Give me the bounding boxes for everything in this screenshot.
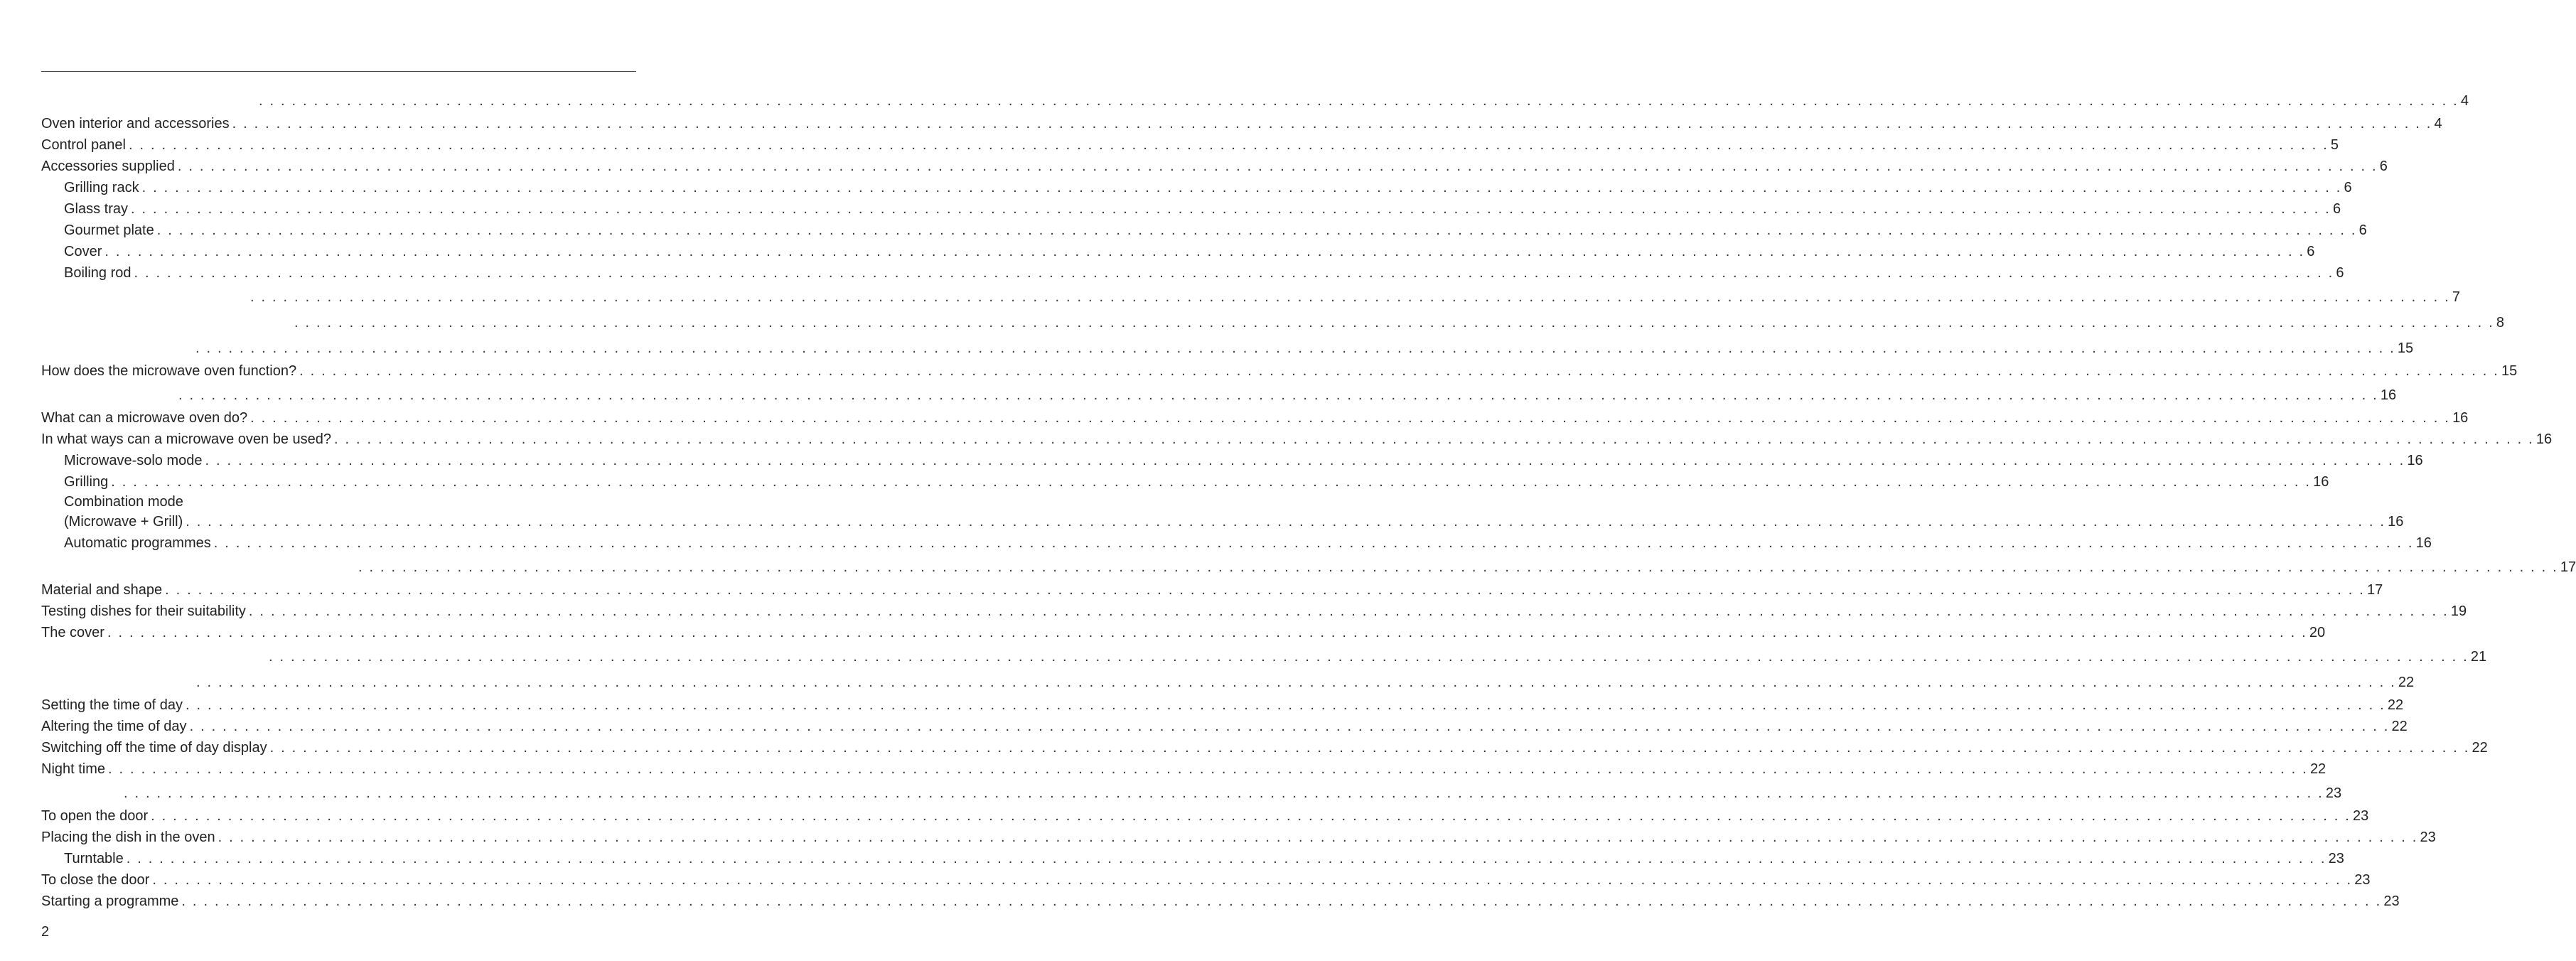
toc-entry-label: Altering the time of day [41,719,187,734]
toc-dot-leader: . . . . . . . . . . . . . . . . . . . . . . . . . . . . . . . . . . . . . . . . . . . . . . . . . . . . . . . . . . . . . . . . . . . . . . . . . . . . . . . . . . . . . . . . . . . . . . . . . . . . . . . . . . . . . . . . . . . . . . . . . . . . . . . . . . . . . . . . . . . . . . . . . . . . . . . . . . . . . . . . . . . . . . . . . . . . . . . . . . . . . . . . . . . . . . . . . . . . . . . . [213,535,2414,551]
toc-entry-label: Setting the time of day [41,697,183,713]
toc-page-number: 23 [2420,830,2436,845]
toc-dot-leader: . . . . . . . . . . . . . . . . . . . . . . . . . . . . . . . . . . . . . . . . . . . . . . . . . . . . . . . . . . . . . . . . . . . . . . . . . . . . . . . . . . . . . . . . . . . . . . . . . . . . . . . . . . . . . . . . . . . . . . . . . . . . . . . . . . . . . . . . . . . . . . . . . . . . . . . . . . . . . . . . . . . . . . . . . . . . . . . . . . . . . . . . . . . . . . . . . . . . . . . . [111,474,2312,490]
toc-page-number: 22 [2398,675,2415,690]
toc-entry[interactable] [41,360,2518,382]
toc-page-number: 6 [2332,201,2341,217]
toc-entry[interactable] [41,450,2423,471]
toc-page-number: 22 [2391,719,2408,734]
toc-entry[interactable] [41,622,2326,643]
table-of-contents [41,90,2576,912]
toc-page-number: 16 [2415,535,2432,551]
toc-entry-label: Boiling rod [64,265,132,281]
toc-page-number: 16 [2388,514,2404,530]
toc-entry-label: (Microwave + Grill) [64,514,183,530]
toc-entry[interactable] [41,716,2408,737]
toc-dot-leader: . . . . . . . . . . . . . . . . . . . . . . . . . . . . . . . . . . . . . . . . . . . . . . . . . . . . . . . . . . . . . . . . . . . . . . . . . . . . . . . . . . . . . . . . . . . . . . . . . . . . . . . . . . . . . . . . . . . . . . . . . . . . . . . . . . . . . . . . . . . . . . . . . . . . . . . . . . . . . . . . . . . . . . . . . . . . . . . . . . . . . . . . . . . . . . . . . . . . . . . . [126,851,2327,866]
toc-entry-label: Testing dishes for their suitability [41,603,246,619]
toc-entry-label: To open the door [41,808,149,824]
toc-entry[interactable] [41,891,2400,912]
toc-entry[interactable] [41,198,2341,220]
toc-entry[interactable] [41,177,2352,198]
toc-entry[interactable] [41,694,2404,716]
toc-entry-label: The cover [41,625,104,640]
toc-dot-leader: . . . . . . . . . . . . . . . . . . . . . . . . . . . . . . . . . . . . . . . . . . . . . . . . . . . . . . . . . . . . . . . . . . . . . . . . . . . . . . . . . . . . . . . . . . . . . . . . . . . . . . . . . . . . . . . . . . . . . . . . . . . . . . . . . . . . . . . . . . . . . . . . . . . . . . . . . . . . . . . . . . . . . . . . . . . . . . . . . . . . . . . . . . . . . . . . . . . . . . . . [104,244,2305,259]
toc-dot-leader: . . . . . . . . . . . . . . . . . . . . . . . . . . . . . . . . . . . . . . . . . . . . . . . . . . . . . . . . . . . . . . . . . . . . . . . . . . . . . . . . . . . . . . . . . . . . . . . . . . . . . . . . . . . . . . . . . . . . . . . . . . . . . . . . . . . . . . . . . . . . . . . . . . . . . . . . . . . . . . . . . . . . . . . . . . . . . . . . . . . . . . . . . . . . . . . . . . . . . . . . [195,340,2395,356]
toc-page-number: 6 [2344,180,2352,195]
toc-page-number: 20 [2309,625,2326,640]
toc-entry[interactable] [41,532,2432,554]
toc-page-number: 5 [2330,137,2339,153]
toc-dot-leader: . . . . . . . . . . . . . . . . . . . . . . . . . . . . . . . . . . . . . . . . . . . . . . . . . . . . . . . . . . . . . . . . . . . . . . . . . . . . . . . . . . . . . . . . . . . . . . . . . . . . . . . . . . . . . . . . . . . . . . . . . . . . . . . . . . . . . . . . . . . . . . . . . . . . . . . . . . . . . . . . . . . . . . . . . . . . . . . . . . . . . . . . . . . . . . . . . . . . . . . . [186,514,2386,530]
toc-entry[interactable] [41,758,2327,780]
toc-entry[interactable] [41,471,2329,493]
toc-entry[interactable] [41,113,2442,134]
toc-entry[interactable] [41,156,2388,177]
header-rule [41,71,636,72]
toc-dot-leader: . . . . . . . . . . . . . . . . . . . . . . . . . . . . . . . . . . . . . . . . . . . . . . . . . . . . . . . . . . . . . . . . . . . . . . . . . . . . . . . . . . . . . . . . . . . . . . . . . . . . . . . . . . . . . . . . . . . . . . . . . . . . . . . . . . . . . . . . . . . . . . . . . . . . . . . . . . . . . . . . . . . . . . . . . . . . . . . . . . . . . . . . . . . . . . . . . . . . . . . . [250,289,2450,305]
toc-page-number: 23 [2354,872,2371,888]
toc-entry[interactable] [41,579,2383,601]
toc-entry-label: Gourmet plate [64,222,154,238]
toc-entry[interactable] [41,601,2467,622]
toc-entry-label: Grilling rack [64,180,139,195]
toc-entry[interactable] [41,737,2488,758]
toc-entry[interactable] [41,805,2369,827]
toc-section-heading[interactable] [41,337,2414,360]
toc-section-heading[interactable] [41,645,2487,669]
toc-section-heading[interactable] [41,286,2461,309]
toc-dot-leader: . . . . . . . . . . . . . . . . . . . . . . . . . . . . . . . . . . . . . . . . . . . . . . . . . . . . . . . . . . . . . . . . . . . . . . . . . . . . . . . . . . . . . . . . . . . . . . . . . . . . . . . . . . . . . . . . . . . . . . . . . . . . . . . . . . . . . . . . . . . . . . . . . . . . . . . . . . . . . . . . . . . . . . . . . . . . . . . . . . . . . . . . . . . . . . . . . . . . . . . . [294,315,2494,331]
toc-entry-label: Control panel [41,137,126,153]
toc-dot-leader: . . . . . . . . . . . . . . . . . . . . . . . . . . . . . . . . . . . . . . . . . . . . . . . . . . . . . . . . . . . . . . . . . . . . . . . . . . . . . . . . . . . . . . . . . . . . . . . . . . . . . . . . . . . . . . . . . . . . . . . . . . . . . . . . . . . . . . . . . . . . . . . . . . . . . . . . . . . . . . . . . . . . . . . . . . . . . . . . . . . . . . . . . . . . . . . . . . . . . . . . [189,719,2390,734]
toc-dot-leader: . . . . . . . . . . . . . . . . . . . . . . . . . . . . . . . . . . . . . . . . . . . . . . . . . . . . . . . . . . . . . . . . . . . . . . . . . . . . . . . . . . . . . . . . . . . . . . . . . . . . . . . . . . . . . . . . . . . . . . . . . . . . . . . . . . . . . . . . . . . . . . . . . . . . . . . . . . . . . . . . . . . . . . . . . . . . . . . . . . . . . . . . . . . . . . . . . . . . . . . . [178,387,2378,403]
toc-entry[interactable] [41,220,2367,241]
toc-page-number: 23 [2325,785,2342,801]
toc-dot-leader: . . . . . . . . . . . . . . . . . . . . . . . . . . . . . . . . . . . . . . . . . . . . . . . . . . . . . . . . . . . . . . . . . . . . . . . . . . . . . . . . . . . . . . . . . . . . . . . . . . . . . . . . . . . . . . . . . . . . . . . . . . . . . . . . . . . . . . . . . . . . . . . . . . . . . . . . . . . . . . . . . . . . . . . . . . . . . . . . . . . . . . . . . . . . . . . . . . . . . . . . [269,740,2470,756]
toc-dot-leader: . . . . . . . . . . . . . . . . . . . . . . . . . . . . . . . . . . . . . . . . . . . . . . . . . . . . . . . . . . . . . . . . . . . . . . . . . . . . . . . . . . . . . . . . . . . . . . . . . . . . . . . . . . . . . . . . . . . . . . . . . . . . . . . . . . . . . . . . . . . . . . . . . . . . . . . . . . . . . . . . . . . . . . . . . . . . . . . . . . . . . . . . . . . . . . . . . . . . . . . . [269,649,2469,665]
toc-page-number: 4 [2434,116,2442,131]
toc-entry-label: Oven interior and accessories [41,116,230,131]
toc-entry-label: Microwave-solo mode [64,453,203,468]
toc-page-number: 16 [2535,431,2553,447]
toc-dot-leader: . . . . . . . . . . . . . . . . . . . . . . . . . . . . . . . . . . . . . . . . . . . . . . . . . . . . . . . . . . . . . . . . . . . . . . . . . . . . . . . . . . . . . . . . . . . . . . . . . . . . . . . . . . . . . . . . . . . . . . . . . . . . . . . . . . . . . . . . . . . . . . . . . . . . . . . . . . . . . . . . . . . . . . . . . . . . . . . . . . . . . . . . . . . . . . . . . . . . . . . . [259,93,2459,109]
toc-entry-label: Material and shape [41,582,163,598]
toc-page-number: 23 [2353,808,2369,824]
toc-dot-leader: . . . . . . . . . . . . . . . . . . . . . . . . . . . . . . . . . . . . . . . . . . . . . . . . . . . . . . . . . . . . . . . . . . . . . . . . . . . . . . . . . . . . . . . . . . . . . . . . . . . . . . . . . . . . . . . . . . . . . . . . . . . . . . . . . . . . . . . . . . . . . . . . . . . . . . . . . . . . . . . . . . . . . . . . . . . . . . . . . . . . . . . . . . . . . . . . . . . . . . . . [165,582,2366,598]
toc-page-number: 6 [2358,222,2367,238]
toc-entry-label: Accessories supplied [41,159,175,174]
toc-dot-leader: . . . . . . . . . . . . . . . . . . . . . . . . . . . . . . . . . . . . . . . . . . . . . . . . . . . . . . . . . . . . . . . . . . . . . . . . . . . . . . . . . . . . . . . . . . . . . . . . . . . . . . . . . . . . . . . . . . . . . . . . . . . . . . . . . . . . . . . . . . . . . . . . . . . . . . . . . . . . . . . . . . . . . . . . . . . . . . . . . . . . . . . . . . . . . . . . . . . . . . . . [181,893,2382,909]
toc-page-number: 23 [2383,893,2400,909]
toc-dot-leader: . . . . . . . . . . . . . . . . . . . . . . . . . . . . . . . . . . . . . . . . . . . . . . . . . . . . . . . . . . . . . . . . . . . . . . . . . . . . . . . . . . . . . . . . . . . . . . . . . . . . . . . . . . . . . . . . . . . . . . . . . . . . . . . . . . . . . . . . . . . . . . . . . . . . . . . . . . . . . . . . . . . . . . . . . . . . . . . . . . . . . . . . . . . . . . . . . . . . . . . . [186,697,2386,713]
toc-entry-label: How does the microwave oven function? [41,363,297,379]
toc-page-number: 19 [2450,603,2467,619]
toc-entry-label: Turntable [64,851,124,866]
toc-entry-label: Night time [41,761,106,777]
toc-section-heading[interactable] [41,782,2342,805]
toc-page-number: 8 [2496,315,2505,331]
toc-dot-leader: . . . . . . . . . . . . . . . . . . . . . . . . . . . . . . . . . . . . . . . . . . . . . . . . . . . . . . . . . . . . . . . . . . . . . . . . . . . . . . . . . . . . . . . . . . . . . . . . . . . . . . . . . . . . . . . . . . . . . . . . . . . . . . . . . . . . . . . . . . . . . . . . . . . . . . . . . . . . . . . . . . . . . . . . . . . . . . . . . . . . . . . . . . . . . . . . . . . . . . . . [196,675,2396,690]
toc-entry-label: Automatic programmes [64,535,211,551]
toc-page-number: 6 [2307,244,2315,259]
toc-entry[interactable] [41,429,2553,450]
toc-entry[interactable] [41,869,2371,891]
toc-entry[interactable] [41,407,2469,429]
toc-page-number: 21 [2470,649,2487,665]
toc-entry-label: Cover [64,244,102,259]
toc-entry[interactable] [41,241,2315,262]
toc-entry[interactable] [41,262,2344,284]
toc-page-number: 22 [2472,740,2488,756]
toc-entry-label: Starting a programme [41,893,179,909]
toc-entry-label: Switching off the time of day display [41,740,267,756]
toc-section-heading[interactable] [41,311,2505,335]
toc-dot-leader: . . . . . . . . . . . . . . . . . . . . . . . . . . . . . . . . . . . . . . . . . . . . . . . . . . . . . . . . . . . . . . . . . . . . . . . . . . . . . . . . . . . . . . . . . . . . . . . . . . . . . . . . . . . . . . . . . . . . . . . . . . . . . . . . . . . . . . . . . . . . . . . . . . . . . . . . . . . . . . . . . . . . . . . . . . . . . . . . . . . . . . . . . . . . . . . . . . . . . . . . [358,559,2558,575]
toc-page-number: 16 [2452,410,2469,426]
toc-entry[interactable] [41,134,2339,156]
toc-dot-leader: . . . . . . . . . . . . . . . . . . . . . . . . . . . . . . . . . . . . . . . . . . . . . . . . . . . . . . . . . . . . . . . . . . . . . . . . . . . . . . . . . . . . . . . . . . . . . . . . . . . . . . . . . . . . . . . . . . . . . . . . . . . . . . . . . . . . . . . . . . . . . . . . . . . . . . . . . . . . . . . . . . . . . . . . . . . . . . . . . . . . . . . . . . . . . . . . . . . . . . . . [250,410,2451,426]
toc-entry[interactable] [41,511,2404,532]
toc-entry-label: To close the door [41,872,150,888]
toc-page-number: 4 [2460,93,2469,109]
toc-page-number: 17 [2367,582,2383,598]
toc-page-number: 16 [2380,387,2397,403]
toc-dot-leader: . . . . . . . . . . . . . . . . . . . . . . . . . . . . . . . . . . . . . . . . . . . . . . . . . . . . . . . . . . . . . . . . . . . . . . . . . . . . . . . . . . . . . . . . . . . . . . . . . . . . . . . . . . . . . . . . . . . . . . . . . . . . . . . . . . . . . . . . . . . . . . . . . . . . . . . . . . . . . . . . . . . . . . . . . . . . . . . . . . . . . . . . . . . . . . . . . . . . . . . . [134,265,2334,281]
toc-dot-leader: . . . . . . . . . . . . . . . . . . . . . . . . . . . . . . . . . . . . . . . . . . . . . . . . . . . . . . . . . . . . . . . . . . . . . . . . . . . . . . . . . . . . . . . . . . . . . . . . . . . . . . . . . . . . . . . . . . . . . . . . . . . . . . . . . . . . . . . . . . . . . . . . . . . . . . . . . . . . . . . . . . . . . . . . . . . . . . . . . . . . . . . . . . . . . . . . . . . . . . . . [151,808,2351,824]
toc-dot-leader: . . . . . . . . . . . . . . . . . . . . . . . . . . . . . . . . . . . . . . . . . . . . . . . . . . . . . . . . . . . . . . . . . . . . . . . . . . . . . . . . . . . . . . . . . . . . . . . . . . . . . . . . . . . . . . . . . . . . . . . . . . . . . . . . . . . . . . . . . . . . . . . . . . . . . . . . . . . . . . . . . . . . . . . . . . . . . . . . . . . . . . . . . . . . . . . . . . . . . . . . [248,603,2449,619]
toc-dot-leader: . . . . . . . . . . . . . . . . . . . . . . . . . . . . . . . . . . . . . . . . . . . . . . . . . . . . . . . . . . . . . . . . . . . . . . . . . . . . . . . . . . . . . . . . . . . . . . . . . . . . . . . . . . . . . . . . . . . . . . . . . . . . . . . . . . . . . . . . . . . . . . . . . . . . . . . . . . . . . . . . . . . . . . . . . . . . . . . . . . . . . . . . . . . . . . . . . . . . . . . . [108,761,2308,777]
toc-page-number: 6 [2379,159,2388,174]
toc-entry-label-line1: Combination mode [64,494,183,510]
toc-dot-leader: . . . . . . . . . . . . . . . . . . . . . . . . . . . . . . . . . . . . . . . . . . . . . . . . . . . . . . . . . . . . . . . . . . . . . . . . . . . . . . . . . . . . . . . . . . . . . . . . . . . . . . . . . . . . . . . . . . . . . . . . . . . . . . . . . . . . . . . . . . . . . . . . . . . . . . . . . . . . . . . . . . . . . . . . . . . . . . . . . . . . . . . . . . . . . . . . . . . . . . . . [156,222,2357,238]
toc-page-number: 22 [2309,761,2327,777]
toc-dot-leader: . . . . . . . . . . . . . . . . . . . . . . . . . . . . . . . . . . . . . . . . . . . . . . . . . . . . . . . . . . . . . . . . . . . . . . . . . . . . . . . . . . . . . . . . . . . . . . . . . . . . . . . . . . . . . . . . . . . . . . . . . . . . . . . . . . . . . . . . . . . . . . . . . . . . . . . . . . . . . . . . . . . . . . . . . . . . . . . . . . . . . . . . . . . . . . . . . . . . . . . . [107,625,2307,640]
toc-page-number: 16 [2407,453,2423,468]
toc-dot-leader: . . . . . . . . . . . . . . . . . . . . . . . . . . . . . . . . . . . . . . . . . . . . . . . . . . . . . . . . . . . . . . . . . . . . . . . . . . . . . . . . . . . . . . . . . . . . . . . . . . . . . . . . . . . . . . . . . . . . . . . . . . . . . . . . . . . . . . . . . . . . . . . . . . . . . . . . . . . . . . . . . . . . . . . . . . . . . . . . . . . . . . . . . . . . . . . . . . . . . . . . [124,785,2324,801]
toc-page-number: 23 [2328,851,2344,866]
toc-entry[interactable] [41,848,2344,869]
toc-section-heading[interactable] [41,384,2397,407]
toc-section-heading[interactable] [41,90,2469,113]
toc-page-number: 22 [2387,697,2404,713]
toc-page-number: 15 [2501,363,2518,379]
toc-dot-leader: . . . . . . . . . . . . . . . . . . . . . . . . . . . . . . . . . . . . . . . . . . . . . . . . . . . . . . . . . . . . . . . . . . . . . . . . . . . . . . . . . . . . . . . . . . . . . . . . . . . . . . . . . . . . . . . . . . . . . . . . . . . . . . . . . . . . . . . . . . . . . . . . . . . . . . . . . . . . . . . . . . . . . . . . . . . . . . . . . . . . . . . . . . . . . . . . . . . . . . . . [218,830,2418,845]
toc-page-number: 17 [2560,559,2576,575]
toc-dot-leader: . . . . . . . . . . . . . . . . . . . . . . . . . . . . . . . . . . . . . . . . . . . . . . . . . . . . . . . . . . . . . . . . . . . . . . . . . . . . . . . . . . . . . . . . . . . . . . . . . . . . . . . . . . . . . . . . . . . . . . . . . . . . . . . . . . . . . . . . . . . . . . . . . . . . . . . . . . . . . . . . . . . . . . . . . . . . . . . . . . . . . . . . . . . . . . . . . . . . . . . . [177,159,2378,174]
toc-page-number: 16 [2313,474,2329,490]
toc-dot-leader: . . . . . . . . . . . . . . . . . . . . . . . . . . . . . . . . . . . . . . . . . . . . . . . . . . . . . . . . . . . . . . . . . . . . . . . . . . . . . . . . . . . . . . . . . . . . . . . . . . . . . . . . . . . . . . . . . . . . . . . . . . . . . . . . . . . . . . . . . . . . . . . . . . . . . . . . . . . . . . . . . . . . . . . . . . . . . . . . . . . . . . . . . . . . . . . . . . . . . . . . [141,180,2342,195]
toc-entry-label: In what ways can a microwave oven be used? [41,431,331,447]
toc-dot-leader: . . . . . . . . . . . . . . . . . . . . . . . . . . . . . . . . . . . . . . . . . . . . . . . . . . . . . . . . . . . . . . . . . . . . . . . . . . . . . . . . . . . . . . . . . . . . . . . . . . . . . . . . . . . . . . . . . . . . . . . . . . . . . . . . . . . . . . . . . . . . . . . . . . . . . . . . . . . . . . . . . . . . . . . . . . . . . . . . . . . . . . . . . . . . . . . . . . . . . . . . [299,363,2499,379]
toc-dot-leader: . . . . . . . . . . . . . . . . . . . . . . . . . . . . . . . . . . . . . . . . . . . . . . . . . . . . . . . . . . . . . . . . . . . . . . . . . . . . . . . . . . . . . . . . . . . . . . . . . . . . . . . . . . . . . . . . . . . . . . . . . . . . . . . . . . . . . . . . . . . . . . . . . . . . . . . . . . . . . . . . . . . . . . . . . . . . . . . . . . . . . . . . . . . . . . . . . . . . . . . . [152,872,2353,888]
toc-section-heading[interactable] [41,671,2415,694]
toc-dot-leader: . . . . . . . . . . . . . . . . . . . . . . . . . . . . . . . . . . . . . . . . . . . . . . . . . . . . . . . . . . . . . . . . . . . . . . . . . . . . . . . . . . . . . . . . . . . . . . . . . . . . . . . . . . . . . . . . . . . . . . . . . . . . . . . . . . . . . . . . . . . . . . . . . . . . . . . . . . . . . . . . . . . . . . . . . . . . . . . . . . . . . . . . . . . . . . . . . . . . . . . . [232,116,2432,131]
toc-page-number: 7 [2452,289,2461,305]
toc-section-heading[interactable] [41,556,2576,579]
toc-dot-leader: . . . . . . . . . . . . . . . . . . . . . . . . . . . . . . . . . . . . . . . . . . . . . . . . . . . . . . . . . . . . . . . . . . . . . . . . . . . . . . . . . . . . . . . . . . . . . . . . . . . . . . . . . . . . . . . . . . . . . . . . . . . . . . . . . . . . . . . . . . . . . . . . . . . . . . . . . . . . . . . . . . . . . . . . . . . . . . . . . . . . . . . . . . . . . . . . . . . . . . . . [205,453,2405,468]
toc-dot-leader: . . . . . . . . . . . . . . . . . . . . . . . . . . . . . . . . . . . . . . . . . . . . . . . . . . . . . . . . . . . . . . . . . . . . . . . . . . . . . . . . . . . . . . . . . . . . . . . . . . . . . . . . . . . . . . . . . . . . . . . . . . . . . . . . . . . . . . . . . . . . . . . . . . . . . . . . . . . . . . . . . . . . . . . . . . . . . . . . . . . . . . . . . . . . . . . . . . . . . . . . [131,201,2331,217]
toc-page-number: 15 [2397,340,2414,356]
toc-page-number: 6 [2336,265,2344,281]
toc-entry-label: Grilling [64,474,109,490]
toc-dot-leader: . . . . . . . . . . . . . . . . . . . . . . . . . . . . . . . . . . . . . . . . . . . . . . . . . . . . . . . . . . . . . . . . . . . . . . . . . . . . . . . . . . . . . . . . . . . . . . . . . . . . . . . . . . . . . . . . . . . . . . . . . . . . . . . . . . . . . . . . . . . . . . . . . . . . . . . . . . . . . . . . . . . . . . . . . . . . . . . . . . . . . . . . . . . . . . . . . . . . . . . . [128,137,2329,153]
toc-entry[interactable] [41,827,2436,848]
page-number: 2 [41,924,50,940]
toc-entry-label: What can a microwave oven do? [41,410,248,426]
toc-entry-label: Placing the dish in the oven [41,830,215,845]
toc-dot-leader: . . . . . . . . . . . . . . . . . . . . . . . . . . . . . . . . . . . . . . . . . . . . . . . . . . . . . . . . . . . . . . . . . . . . . . . . . . . . . . . . . . . . . . . . . . . . . . . . . . . . . . . . . . . . . . . . . . . . . . . . . . . . . . . . . . . . . . . . . . . . . . . . . . . . . . . . . . . . . . . . . . . . . . . . . . . . . . . . . . . . . . . . . . . . . . . . . . . . . . . . [334,431,2534,447]
toc-entry-label: Glass tray [64,201,129,217]
